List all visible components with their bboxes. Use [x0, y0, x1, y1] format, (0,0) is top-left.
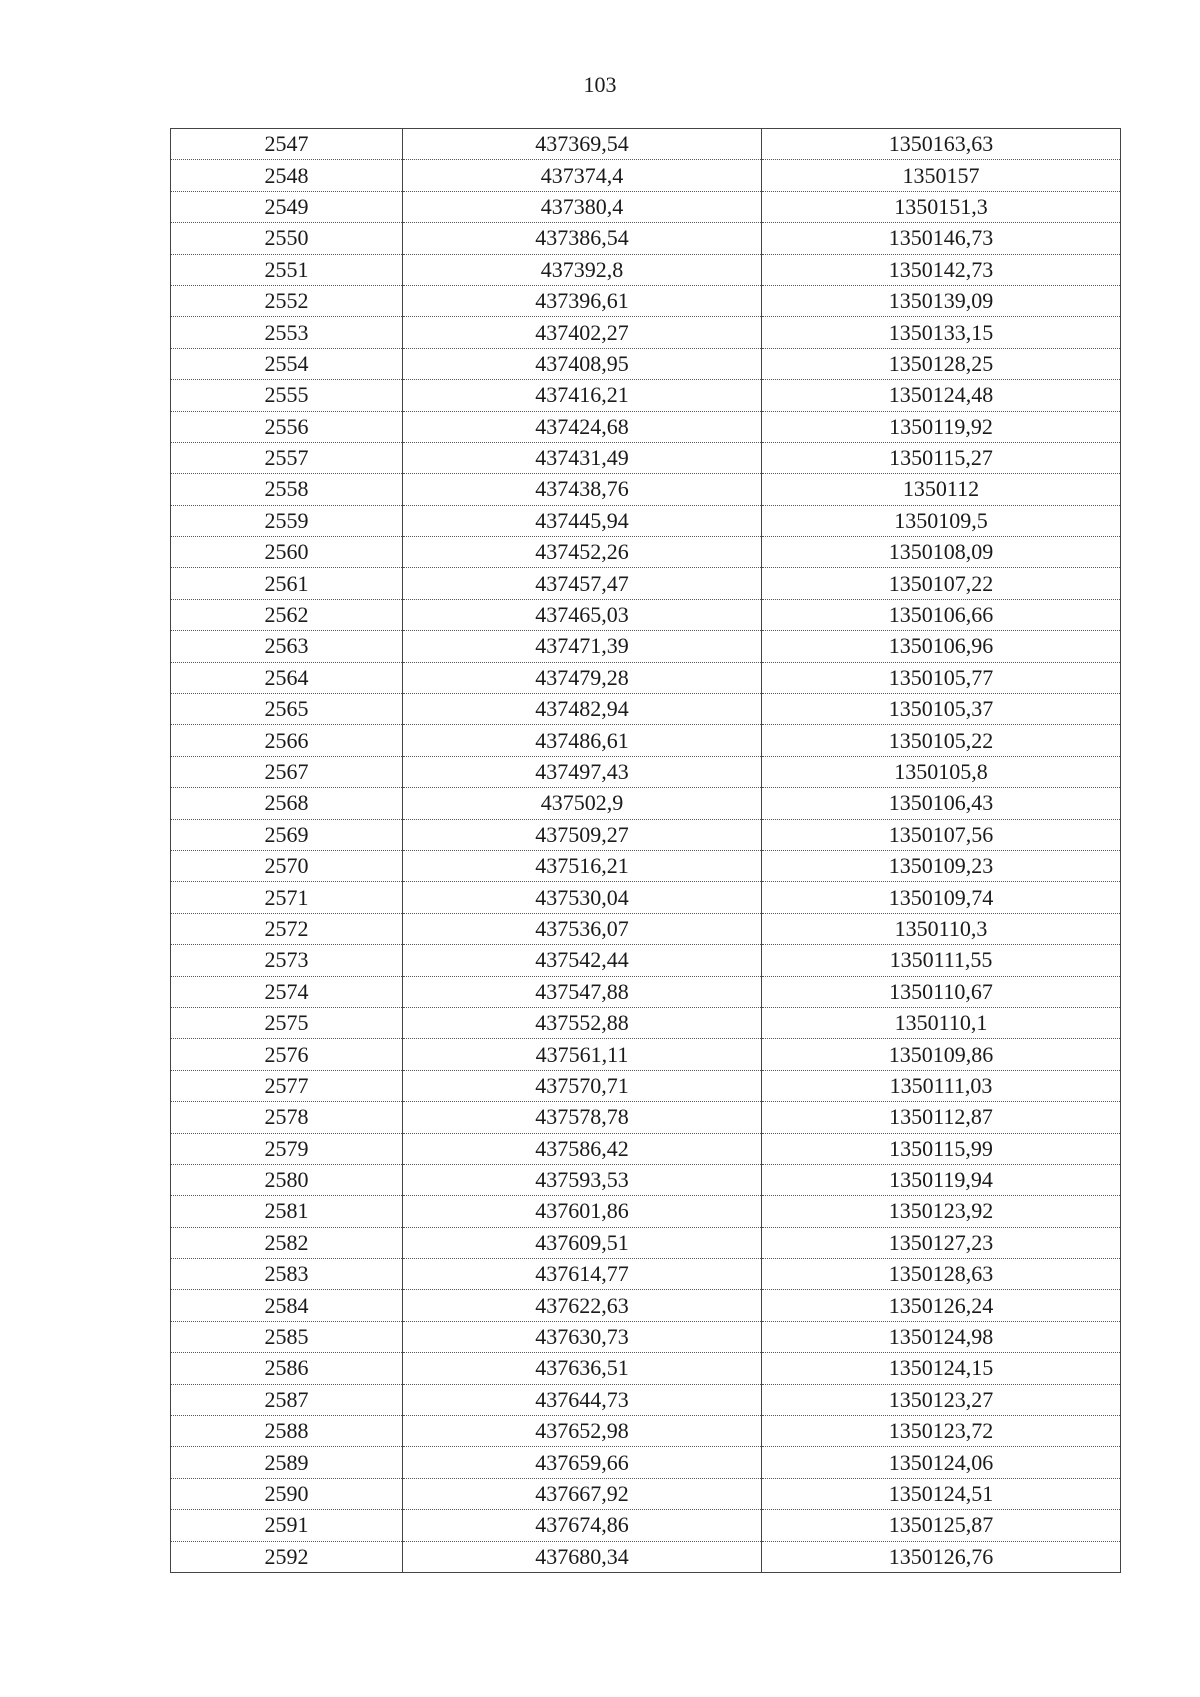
y-coordinate-cell: 1350112,87: [762, 1102, 1121, 1133]
table-row: [171, 1447, 1121, 1478]
x-coordinate-cell: 437601,86: [403, 1196, 762, 1227]
table-row: [171, 411, 1121, 442]
table-row: [171, 505, 1121, 536]
x-coordinate-cell: 437667,92: [403, 1478, 762, 1509]
table-row: [171, 1007, 1121, 1038]
y-coordinate-cell: 1350106,66: [762, 599, 1121, 630]
table-row: [171, 882, 1121, 913]
table-row: [171, 1478, 1121, 1509]
y-coordinate-cell: 1350127,23: [762, 1227, 1121, 1258]
point-number-cell: 2565: [171, 694, 403, 725]
x-coordinate-cell: 437509,27: [403, 819, 762, 850]
point-number-cell: 2571: [171, 882, 403, 913]
table-row: [171, 380, 1121, 411]
x-coordinate-cell: 437652,98: [403, 1416, 762, 1447]
point-number-cell: 2567: [171, 756, 403, 787]
table-row: [171, 1321, 1121, 1352]
table-row: [171, 1196, 1121, 1227]
y-coordinate-cell: 1350110,1: [762, 1007, 1121, 1038]
y-coordinate-cell: 1350112: [762, 474, 1121, 505]
point-number-cell: 2588: [171, 1416, 403, 1447]
table-row: [171, 442, 1121, 473]
coordinates-table-body: [171, 129, 1121, 1573]
x-coordinate-cell: 437636,51: [403, 1353, 762, 1384]
point-number-cell: 2551: [171, 254, 403, 285]
x-coordinate-cell: 437622,63: [403, 1290, 762, 1321]
y-coordinate-cell: 1350109,5: [762, 505, 1121, 536]
table-row: [171, 1259, 1121, 1290]
x-coordinate-cell: 437593,53: [403, 1164, 762, 1195]
table-row: [171, 223, 1121, 254]
x-coordinate-cell: 437614,77: [403, 1259, 762, 1290]
x-coordinate-cell: 437396,61: [403, 285, 762, 316]
y-coordinate-cell: 1350124,51: [762, 1478, 1121, 1509]
x-coordinate-cell: 437452,26: [403, 537, 762, 568]
table-row: [171, 599, 1121, 630]
point-number-cell: 2559: [171, 505, 403, 536]
y-coordinate-cell: 1350110,67: [762, 976, 1121, 1007]
y-coordinate-cell: 1350146,73: [762, 223, 1121, 254]
y-coordinate-cell: 1350109,74: [762, 882, 1121, 913]
table-row: [171, 1102, 1121, 1133]
y-coordinate-cell: 1350142,73: [762, 254, 1121, 285]
y-coordinate-cell: 1350109,23: [762, 850, 1121, 881]
table-row: [171, 662, 1121, 693]
table-row: [171, 254, 1121, 285]
x-coordinate-cell: 437674,86: [403, 1510, 762, 1541]
point-number-cell: 2563: [171, 631, 403, 662]
x-coordinate-cell: 437392,8: [403, 254, 762, 285]
table-row: [171, 725, 1121, 756]
y-coordinate-cell: 1350107,22: [762, 568, 1121, 599]
table-row: [171, 1384, 1121, 1415]
point-number-cell: 2591: [171, 1510, 403, 1541]
y-coordinate-cell: 1350157: [762, 160, 1121, 191]
table-row: [171, 1133, 1121, 1164]
point-number-cell: 2580: [171, 1164, 403, 1195]
point-number-cell: 2579: [171, 1133, 403, 1164]
y-coordinate-cell: 1350126,24: [762, 1290, 1121, 1321]
table-row: [171, 191, 1121, 222]
point-number-cell: 2550: [171, 223, 403, 254]
table-row: [171, 819, 1121, 850]
table-row: [171, 1541, 1121, 1572]
x-coordinate-cell: 437586,42: [403, 1133, 762, 1164]
x-coordinate-cell: 437644,73: [403, 1384, 762, 1415]
point-number-cell: 2549: [171, 191, 403, 222]
point-number-cell: 2590: [171, 1478, 403, 1509]
table-row: [171, 160, 1121, 191]
y-coordinate-cell: 1350133,15: [762, 317, 1121, 348]
x-coordinate-cell: 437465,03: [403, 599, 762, 630]
x-coordinate-cell: 437438,76: [403, 474, 762, 505]
x-coordinate-cell: 437402,27: [403, 317, 762, 348]
table-row: [171, 913, 1121, 944]
table-row: [171, 694, 1121, 725]
y-coordinate-cell: 1350111,03: [762, 1070, 1121, 1101]
y-coordinate-cell: 1350126,76: [762, 1541, 1121, 1572]
x-coordinate-cell: 437479,28: [403, 662, 762, 693]
x-coordinate-cell: 437680,34: [403, 1541, 762, 1572]
point-number-cell: 2561: [171, 568, 403, 599]
point-number-cell: 2575: [171, 1007, 403, 1038]
page-number: 103: [583, 72, 617, 97]
x-coordinate-cell: 437408,95: [403, 348, 762, 379]
y-coordinate-cell: 1350125,87: [762, 1510, 1121, 1541]
table-row: [171, 1416, 1121, 1447]
table-row: [171, 1227, 1121, 1258]
point-number-cell: 2573: [171, 945, 403, 976]
y-coordinate-cell: 1350163,63: [762, 129, 1121, 160]
point-number-cell: 2572: [171, 913, 403, 944]
table-row: [171, 1290, 1121, 1321]
table-row: [171, 1070, 1121, 1101]
x-coordinate-cell: 437482,94: [403, 694, 762, 725]
x-coordinate-cell: 437578,78: [403, 1102, 762, 1133]
x-coordinate-cell: 437561,11: [403, 1039, 762, 1070]
table-row: [171, 1039, 1121, 1070]
table-row: [171, 1353, 1121, 1384]
x-coordinate-cell: 437630,73: [403, 1321, 762, 1352]
coordinates-table: [170, 128, 1121, 1573]
y-coordinate-cell: 1350106,96: [762, 631, 1121, 662]
x-coordinate-cell: 437457,47: [403, 568, 762, 599]
point-number-cell: 2570: [171, 850, 403, 881]
table-row: [171, 945, 1121, 976]
table-row: [171, 317, 1121, 348]
point-number-cell: 2564: [171, 662, 403, 693]
point-number-cell: 2556: [171, 411, 403, 442]
table-row: [171, 631, 1121, 662]
x-coordinate-cell: 437416,21: [403, 380, 762, 411]
table-row: [171, 285, 1121, 316]
y-coordinate-cell: 1350139,09: [762, 285, 1121, 316]
y-coordinate-cell: 1350105,77: [762, 662, 1121, 693]
point-number-cell: 2547: [171, 129, 403, 160]
table-row: [171, 1510, 1121, 1541]
point-number-cell: 2592: [171, 1541, 403, 1572]
y-coordinate-cell: 1350115,99: [762, 1133, 1121, 1164]
y-coordinate-cell: 1350111,55: [762, 945, 1121, 976]
table-row: [171, 788, 1121, 819]
point-number-cell: 2584: [171, 1290, 403, 1321]
y-coordinate-cell: 1350106,43: [762, 788, 1121, 819]
x-coordinate-cell: 437542,44: [403, 945, 762, 976]
point-number-cell: 2581: [171, 1196, 403, 1227]
point-number-cell: 2582: [171, 1227, 403, 1258]
point-number-cell: 2585: [171, 1321, 403, 1352]
table-row: [171, 129, 1121, 160]
y-coordinate-cell: 1350119,92: [762, 411, 1121, 442]
point-number-cell: 2557: [171, 442, 403, 473]
point-number-cell: 2583: [171, 1259, 403, 1290]
y-coordinate-cell: 1350123,92: [762, 1196, 1121, 1227]
y-coordinate-cell: 1350151,3: [762, 191, 1121, 222]
point-number-cell: 2586: [171, 1353, 403, 1384]
x-coordinate-cell: 437497,43: [403, 756, 762, 787]
y-coordinate-cell: 1350124,48: [762, 380, 1121, 411]
x-coordinate-cell: 437552,88: [403, 1007, 762, 1038]
table-row: [171, 568, 1121, 599]
point-number-cell: 2562: [171, 599, 403, 630]
point-number-cell: 2560: [171, 537, 403, 568]
y-coordinate-cell: 1350123,72: [762, 1416, 1121, 1447]
y-coordinate-cell: 1350105,37: [762, 694, 1121, 725]
x-coordinate-cell: 437380,4: [403, 191, 762, 222]
y-coordinate-cell: 1350115,27: [762, 442, 1121, 473]
y-coordinate-cell: 1350124,98: [762, 1321, 1121, 1352]
y-coordinate-cell: 1350128,63: [762, 1259, 1121, 1290]
x-coordinate-cell: 437536,07: [403, 913, 762, 944]
point-number-cell: 2566: [171, 725, 403, 756]
point-number-cell: 2553: [171, 317, 403, 348]
x-coordinate-cell: 437369,54: [403, 129, 762, 160]
point-number-cell: 2574: [171, 976, 403, 1007]
y-coordinate-cell: 1350107,56: [762, 819, 1121, 850]
y-coordinate-cell: 1350124,15: [762, 1353, 1121, 1384]
y-coordinate-cell: 1350105,8: [762, 756, 1121, 787]
y-coordinate-cell: 1350123,27: [762, 1384, 1121, 1415]
table-row: [171, 1164, 1121, 1195]
point-number-cell: 2569: [171, 819, 403, 850]
point-number-cell: 2589: [171, 1447, 403, 1478]
point-number-cell: 2578: [171, 1102, 403, 1133]
x-coordinate-cell: 437570,71: [403, 1070, 762, 1101]
x-coordinate-cell: 437445,94: [403, 505, 762, 536]
x-coordinate-cell: 437516,21: [403, 850, 762, 881]
table-row: [171, 850, 1121, 881]
table-row: [171, 537, 1121, 568]
x-coordinate-cell: 437471,39: [403, 631, 762, 662]
point-number-cell: 2576: [171, 1039, 403, 1070]
point-number-cell: 2568: [171, 788, 403, 819]
x-coordinate-cell: 437530,04: [403, 882, 762, 913]
point-number-cell: 2555: [171, 380, 403, 411]
y-coordinate-cell: 1350108,09: [762, 537, 1121, 568]
y-coordinate-cell: 1350119,94: [762, 1164, 1121, 1195]
y-coordinate-cell: 1350128,25: [762, 348, 1121, 379]
x-coordinate-cell: 437386,54: [403, 223, 762, 254]
x-coordinate-cell: 437609,51: [403, 1227, 762, 1258]
point-number-cell: 2587: [171, 1384, 403, 1415]
x-coordinate-cell: 437502,9: [403, 788, 762, 819]
point-number-cell: 2577: [171, 1070, 403, 1101]
table-row: [171, 474, 1121, 505]
point-number-cell: 2558: [171, 474, 403, 505]
point-number-cell: 2548: [171, 160, 403, 191]
y-coordinate-cell: 1350105,22: [762, 725, 1121, 756]
y-coordinate-cell: 1350109,86: [762, 1039, 1121, 1070]
point-number-cell: 2554: [171, 348, 403, 379]
x-coordinate-cell: 437486,61: [403, 725, 762, 756]
y-coordinate-cell: 1350124,06: [762, 1447, 1121, 1478]
table-row: [171, 976, 1121, 1007]
x-coordinate-cell: 437659,66: [403, 1447, 762, 1478]
point-number-cell: 2552: [171, 285, 403, 316]
x-coordinate-cell: 437424,68: [403, 411, 762, 442]
table-row: [171, 756, 1121, 787]
table-row: [171, 348, 1121, 379]
x-coordinate-cell: 437547,88: [403, 976, 762, 1007]
y-coordinate-cell: 1350110,3: [762, 913, 1121, 944]
x-coordinate-cell: 437374,4: [403, 160, 762, 191]
x-coordinate-cell: 437431,49: [403, 442, 762, 473]
